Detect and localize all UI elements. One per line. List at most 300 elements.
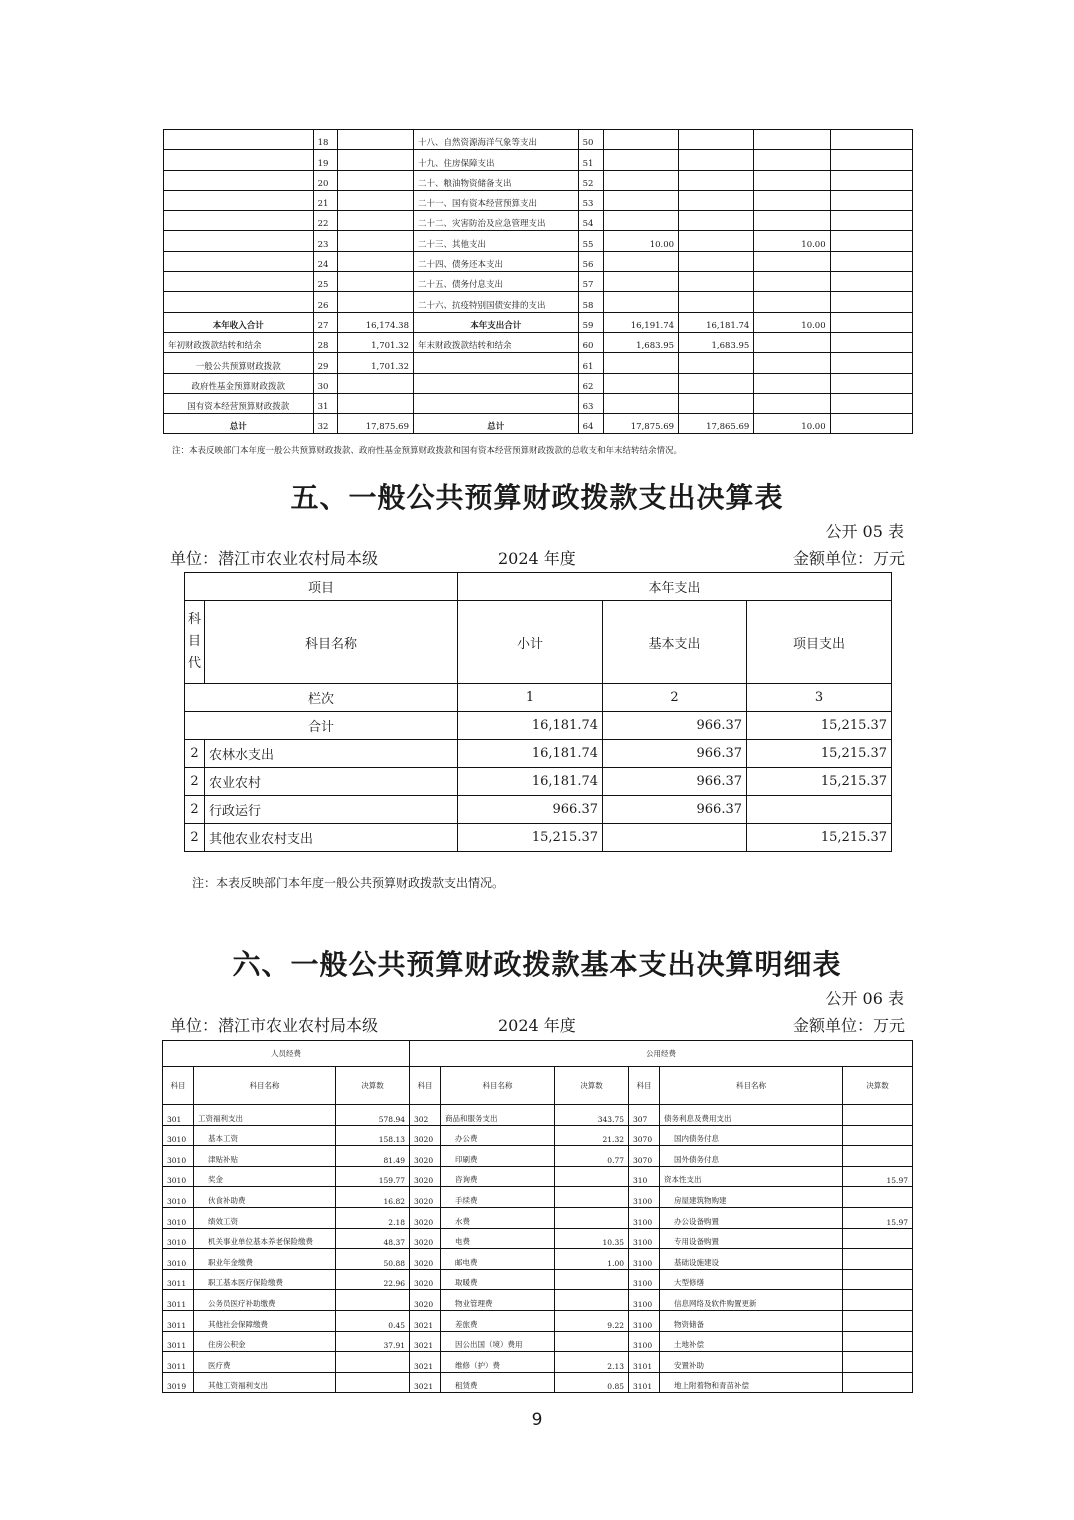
total-row	[185, 712, 892, 740]
public-name: 水费	[441, 1207, 555, 1228]
expense-state-capital	[830, 332, 912, 352]
fiscal-summary-table	[163, 129, 913, 434]
public-amount: 9.22	[555, 1310, 629, 1331]
table-row	[164, 231, 913, 251]
expense-state-capital	[830, 251, 912, 271]
public-code: 3100	[629, 1228, 660, 1249]
personnel-code: 3010	[163, 1187, 194, 1208]
expense-total	[603, 292, 678, 312]
row-number: 56	[578, 251, 603, 271]
table-row	[163, 1187, 913, 1208]
row-number: 22	[313, 211, 337, 231]
personnel-name: 津贴补贴	[194, 1146, 336, 1167]
public-amount: 10.35	[555, 1228, 629, 1249]
public-name: 维修（护）费	[441, 1352, 555, 1373]
public-amount	[843, 1372, 913, 1393]
personnel-amount: 0.45	[336, 1310, 410, 1331]
expense-total	[603, 170, 678, 190]
table-row	[163, 1207, 913, 1228]
personnel-code: 3010	[163, 1166, 194, 1187]
public-amount	[843, 1249, 913, 1270]
public-code: 3070	[629, 1146, 660, 1167]
public-amount	[555, 1331, 629, 1352]
public-amount	[555, 1269, 629, 1290]
row-number: 58	[578, 292, 603, 312]
expense-item-label	[413, 373, 578, 393]
basic-expense-value: 966.37	[603, 768, 747, 796]
table-row	[163, 1310, 913, 1331]
public-code: 3100	[629, 1310, 660, 1331]
expense-item-label: 十九、住房保障支出	[413, 150, 578, 170]
expense-fund-budget	[754, 332, 830, 352]
column-2: 2	[603, 684, 747, 712]
public-name: 商品和服务支出	[441, 1105, 555, 1126]
expense-general-budget: 17,865.69	[679, 414, 754, 434]
table-row	[164, 292, 913, 312]
public-code: 3020	[410, 1207, 441, 1228]
table-row	[163, 1331, 913, 1352]
header-amount: 决算数	[843, 1067, 913, 1105]
personnel-amount	[336, 1372, 410, 1393]
personnel-name: 其他社会保障缴费	[194, 1310, 336, 1331]
income-amount: 1,701.32	[337, 332, 413, 352]
personnel-name: 职业年金缴费	[194, 1249, 336, 1270]
row-number: 30	[313, 373, 337, 393]
public-name: 差旅费	[441, 1310, 555, 1331]
header-amount: 决算数	[555, 1067, 629, 1105]
public-code: 3100	[629, 1187, 660, 1208]
expense-fund-budget	[754, 373, 830, 393]
row-number: 18	[313, 130, 337, 150]
expense-total: 17,875.69	[603, 414, 678, 434]
public-name: 因公出国（境）费用	[441, 1331, 555, 1352]
expense-general-budget	[679, 272, 754, 292]
total-basic: 966.37	[603, 712, 747, 740]
table-row	[185, 768, 892, 796]
public-amount: 15.97	[843, 1207, 913, 1228]
expense-total	[603, 353, 678, 373]
income-item-label	[164, 130, 314, 150]
expense-total: 16,191.74	[603, 312, 678, 332]
subject-name: 农业农村	[205, 768, 458, 796]
public-name: 资本性支出	[660, 1166, 843, 1187]
expense-state-capital	[830, 231, 912, 251]
header-name: 科目名称	[441, 1067, 555, 1105]
expense-item-label: 十八、自然资源海洋气象等支出	[413, 130, 578, 150]
expense-total: 10.00	[603, 231, 678, 251]
public-code: 3100	[629, 1269, 660, 1290]
expense-general-budget: 16,181.74	[679, 312, 754, 332]
income-amount	[337, 150, 413, 170]
public-amount: 21.32	[555, 1125, 629, 1146]
header-code: 科目	[629, 1067, 660, 1105]
expense-state-capital	[830, 170, 912, 190]
income-amount	[337, 272, 413, 292]
income-item-label: 年初财政拨款结转和结余	[164, 332, 314, 352]
column-1: 1	[458, 684, 603, 712]
income-item-label	[164, 251, 314, 271]
table-row	[164, 170, 913, 190]
personnel-amount	[336, 1352, 410, 1373]
expense-general-budget: 1,683.95	[679, 332, 754, 352]
public-amount	[843, 1310, 913, 1331]
subject-code: 2	[185, 740, 205, 768]
subject-code: 2	[185, 796, 205, 824]
public-code: 3020	[410, 1125, 441, 1146]
expense-fund-budget	[754, 130, 830, 150]
expense-state-capital	[830, 353, 912, 373]
header-project: 项目	[185, 573, 458, 601]
public-amount	[555, 1290, 629, 1311]
public-name: 国外债务付息	[660, 1146, 843, 1167]
project-expense-value: 15,215.37	[747, 824, 892, 852]
public-amount: 343.75	[555, 1105, 629, 1126]
table-row	[185, 740, 892, 768]
personnel-amount: 22.96	[336, 1269, 410, 1290]
expense-general-budget	[679, 251, 754, 271]
table-row	[164, 312, 913, 332]
row-number: 20	[313, 170, 337, 190]
public-name: 安置补助	[660, 1352, 843, 1373]
row-number: 60	[578, 332, 603, 352]
expense-item-label	[413, 393, 578, 413]
public-amount: 15.97	[843, 1166, 913, 1187]
expense-state-capital	[830, 190, 912, 210]
table-row	[164, 251, 913, 271]
table-row	[164, 211, 913, 231]
income-item-label	[164, 190, 314, 210]
public-name: 信息网络及软件购置更新	[660, 1290, 843, 1311]
row-number: 24	[313, 251, 337, 271]
personnel-amount: 48.37	[336, 1228, 410, 1249]
header-amount: 决算数	[336, 1067, 410, 1105]
column-label: 栏次	[185, 684, 458, 712]
expense-fund-budget	[754, 170, 830, 190]
public-amount: 0.85	[555, 1372, 629, 1393]
expense-general-budget	[679, 170, 754, 190]
subtotal-value: 15,215.37	[458, 824, 603, 852]
public-code: 3020	[410, 1249, 441, 1270]
expense-general-budget	[679, 130, 754, 150]
personnel-code: 3010	[163, 1249, 194, 1270]
table-row	[163, 1352, 913, 1373]
income-amount	[337, 211, 413, 231]
row-number: 59	[578, 312, 603, 332]
expense-item-label: 二十五、债务付息支出	[413, 272, 578, 292]
page-number: 9	[531, 1410, 543, 1430]
public-name: 大型修缮	[660, 1269, 843, 1290]
expense-total: 1,683.95	[603, 332, 678, 352]
income-item-label	[164, 170, 314, 190]
income-item-label: 总计	[164, 414, 314, 434]
income-amount: 17,875.69	[337, 414, 413, 434]
income-item-label: 一般公共预算财政拨款	[164, 353, 314, 373]
column-number-row	[185, 684, 892, 712]
expense-general-budget	[679, 353, 754, 373]
public-amount	[843, 1146, 913, 1167]
row-number: 25	[313, 272, 337, 292]
income-amount	[337, 130, 413, 150]
header-personnel: 人员经费	[163, 1041, 410, 1067]
public-code: 3100	[629, 1249, 660, 1270]
total-subtotal: 16,181.74	[458, 712, 603, 740]
expense-fund-budget	[754, 251, 830, 271]
expense-state-capital	[830, 150, 912, 170]
table-row	[164, 373, 913, 393]
expense-fund-budget	[754, 190, 830, 210]
general-budget-expense-table	[184, 572, 892, 852]
section-title: 五、一般公共预算财政拨款支出决算表	[290, 481, 784, 514]
table-row	[163, 1105, 913, 1126]
table-row	[163, 1125, 913, 1146]
row-number: 19	[313, 150, 337, 170]
income-amount: 16,174.38	[337, 312, 413, 332]
income-amount	[337, 292, 413, 312]
income-amount	[337, 373, 413, 393]
personnel-name: 医疗费	[194, 1352, 336, 1373]
table-row	[185, 796, 892, 824]
header-row	[185, 601, 892, 684]
table-row	[164, 150, 913, 170]
row-number: 31	[313, 393, 337, 413]
public-amount	[555, 1187, 629, 1208]
row-number: 52	[578, 170, 603, 190]
personnel-code: 3019	[163, 1372, 194, 1393]
income-amount	[337, 190, 413, 210]
unit-label: 单位：潜江市农业农村局本级	[170, 1016, 379, 1035]
income-item-label	[164, 272, 314, 292]
project-expense-value	[747, 796, 892, 824]
expense-total	[603, 373, 678, 393]
expense-item-label: 二十六、抗疫特别国债安排的支出	[413, 292, 578, 312]
header-row	[163, 1067, 913, 1105]
header-name: 科目名称	[205, 601, 458, 684]
public-code: 3021	[410, 1331, 441, 1352]
table-row	[163, 1290, 913, 1311]
expense-state-capital	[830, 211, 912, 231]
amount-unit-label: 金额单位：万元	[792, 549, 905, 568]
header-basic: 基本支出	[603, 601, 747, 684]
expense-general-budget	[679, 373, 754, 393]
public-code: 3100	[629, 1207, 660, 1228]
expense-total	[603, 251, 678, 271]
subtotal-value: 966.37	[458, 796, 603, 824]
public-code: 3101	[629, 1372, 660, 1393]
public-code: 3021	[410, 1310, 441, 1331]
expense-general-budget	[679, 211, 754, 231]
unit-line	[170, 1013, 905, 1036]
public-code: 310	[629, 1166, 660, 1187]
public-name: 电费	[441, 1228, 555, 1249]
row-number: 21	[313, 190, 337, 210]
public-code: 3020	[410, 1290, 441, 1311]
basic-expense-value: 966.37	[603, 796, 747, 824]
table-row	[164, 414, 913, 434]
public-name: 邮电费	[441, 1249, 555, 1270]
public-code: 3021	[410, 1372, 441, 1393]
expense-general-budget	[679, 231, 754, 251]
expense-fund-budget	[754, 353, 830, 373]
income-amount	[337, 393, 413, 413]
personnel-code: 3011	[163, 1290, 194, 1311]
basic-expense-value	[603, 824, 747, 852]
amount-unit-label: 金额单位：万元	[792, 1016, 905, 1035]
total-project: 15,215.37	[747, 712, 892, 740]
personnel-name: 奖金	[194, 1166, 336, 1187]
public-amount: 1.00	[555, 1249, 629, 1270]
expense-state-capital	[830, 312, 912, 332]
public-amount	[843, 1269, 913, 1290]
table-row	[163, 1249, 913, 1270]
project-expense-value: 15,215.37	[747, 768, 892, 796]
personnel-amount: 2.18	[336, 1207, 410, 1228]
section-title: 六、一般公共预算财政拨款基本支出决算明细表	[232, 948, 842, 981]
expense-general-budget	[679, 292, 754, 312]
column-3: 3	[747, 684, 892, 712]
project-expense-value: 15,215.37	[747, 740, 892, 768]
public-code: 3020	[410, 1187, 441, 1208]
basic-expense-value: 966.37	[603, 740, 747, 768]
personnel-code: 301	[163, 1105, 194, 1126]
income-item-label: 政府性基金预算财政拨款	[164, 373, 314, 393]
personnel-amount: 158.13	[336, 1125, 410, 1146]
expense-total	[603, 130, 678, 150]
expense-state-capital	[830, 292, 912, 312]
header-code: 科目代	[185, 601, 205, 684]
public-amount	[555, 1207, 629, 1228]
expense-general-budget	[679, 150, 754, 170]
public-amount	[843, 1352, 913, 1373]
row-number: 53	[578, 190, 603, 210]
public-amount	[843, 1331, 913, 1352]
header-code: 科目	[163, 1067, 194, 1105]
personnel-name: 绩效工资	[194, 1207, 336, 1228]
row-number: 55	[578, 231, 603, 251]
row-number: 57	[578, 272, 603, 292]
income-item-label: 本年收入合计	[164, 312, 314, 332]
expense-item-label: 二十二、灾害防治及应急管理支出	[413, 211, 578, 231]
table-number: 公开 06 表	[825, 989, 904, 1008]
public-amount: 0.77	[555, 1146, 629, 1167]
subject-name: 行政运行	[205, 796, 458, 824]
table-row	[164, 130, 913, 150]
expense-total	[603, 150, 678, 170]
personnel-amount: 81.49	[336, 1146, 410, 1167]
row-number: 62	[578, 373, 603, 393]
public-name: 债务利息及费用支出	[660, 1105, 843, 1126]
public-name: 房屋建筑物购建	[660, 1187, 843, 1208]
expense-general-budget	[679, 393, 754, 413]
personnel-code: 3010	[163, 1207, 194, 1228]
personnel-name: 其他工资福利支出	[194, 1372, 336, 1393]
public-amount	[843, 1187, 913, 1208]
public-code: 3020	[410, 1166, 441, 1187]
expense-state-capital	[830, 373, 912, 393]
row-number: 61	[578, 353, 603, 373]
public-name: 基础设施建设	[660, 1249, 843, 1270]
expense-fund-budget	[754, 292, 830, 312]
table-row	[164, 332, 913, 352]
public-code: 302	[410, 1105, 441, 1126]
row-number: 32	[313, 414, 337, 434]
public-name: 办公设备购置	[660, 1207, 843, 1228]
row-number: 23	[313, 231, 337, 251]
header-name: 科目名称	[194, 1067, 336, 1105]
personnel-amount	[336, 1290, 410, 1311]
public-code: 3021	[410, 1352, 441, 1373]
income-item-label: 国有资本经营预算财政拨款	[164, 393, 314, 413]
row-number: 64	[578, 414, 603, 434]
personnel-code: 3011	[163, 1352, 194, 1373]
year-label: 2024 年度	[498, 1016, 576, 1035]
expense-total	[603, 393, 678, 413]
public-name: 地上附着物和青苗补偿	[660, 1372, 843, 1393]
row-number: 51	[578, 150, 603, 170]
public-name: 咨询费	[441, 1166, 555, 1187]
income-amount	[337, 231, 413, 251]
table-row	[164, 393, 913, 413]
table-number: 公开 05 表	[825, 522, 904, 541]
row-number: 28	[313, 332, 337, 352]
header-subtotal: 小计	[458, 601, 603, 684]
public-name: 取暖费	[441, 1269, 555, 1290]
table-row	[164, 353, 913, 373]
income-item-label	[164, 292, 314, 312]
personnel-name: 住房公积金	[194, 1331, 336, 1352]
expense-state-capital	[830, 393, 912, 413]
expense-item-label: 二十一、国有资本经营预算支出	[413, 190, 578, 210]
public-name: 办公费	[441, 1125, 555, 1146]
public-amount	[843, 1228, 913, 1249]
personnel-name: 工资福利支出	[194, 1105, 336, 1126]
public-code: 3100	[629, 1290, 660, 1311]
public-code: 307	[629, 1105, 660, 1126]
row-number: 26	[313, 292, 337, 312]
personnel-name: 机关事业单位基本养老保险缴费	[194, 1228, 336, 1249]
expense-item-label	[413, 353, 578, 373]
personnel-code: 3011	[163, 1331, 194, 1352]
expense-item-label: 二十、粮油物资储备支出	[413, 170, 578, 190]
personnel-name: 基本工资	[194, 1125, 336, 1146]
public-amount	[843, 1105, 913, 1126]
table-row	[164, 272, 913, 292]
public-name: 印刷费	[441, 1146, 555, 1167]
public-name: 专用设备购置	[660, 1228, 843, 1249]
personnel-amount: 50.88	[336, 1249, 410, 1270]
personnel-amount: 37.91	[336, 1331, 410, 1352]
public-name: 手续费	[441, 1187, 555, 1208]
personnel-code: 3010	[163, 1146, 194, 1167]
personnel-code: 3010	[163, 1228, 194, 1249]
table-row	[163, 1269, 913, 1290]
expense-item-label: 年末财政拨款结转和结余	[413, 332, 578, 352]
personnel-amount: 578.94	[336, 1105, 410, 1126]
unit-label: 单位：潜江市农业农村局本级	[170, 549, 379, 568]
expense-fund-budget	[754, 211, 830, 231]
subtotal-value: 16,181.74	[458, 740, 603, 768]
row-number: 63	[578, 393, 603, 413]
income-amount	[337, 251, 413, 271]
public-amount: 2.13	[555, 1352, 629, 1373]
expense-item-label: 二十四、债务还本支出	[413, 251, 578, 271]
personnel-name: 公务员医疗补助缴费	[194, 1290, 336, 1311]
year-label: 2024 年度	[498, 549, 576, 568]
personnel-amount: 16.82	[336, 1187, 410, 1208]
personnel-code: 3011	[163, 1310, 194, 1331]
expense-item-label: 本年支出合计	[413, 312, 578, 332]
expense-total	[603, 211, 678, 231]
expense-fund-budget	[754, 393, 830, 413]
